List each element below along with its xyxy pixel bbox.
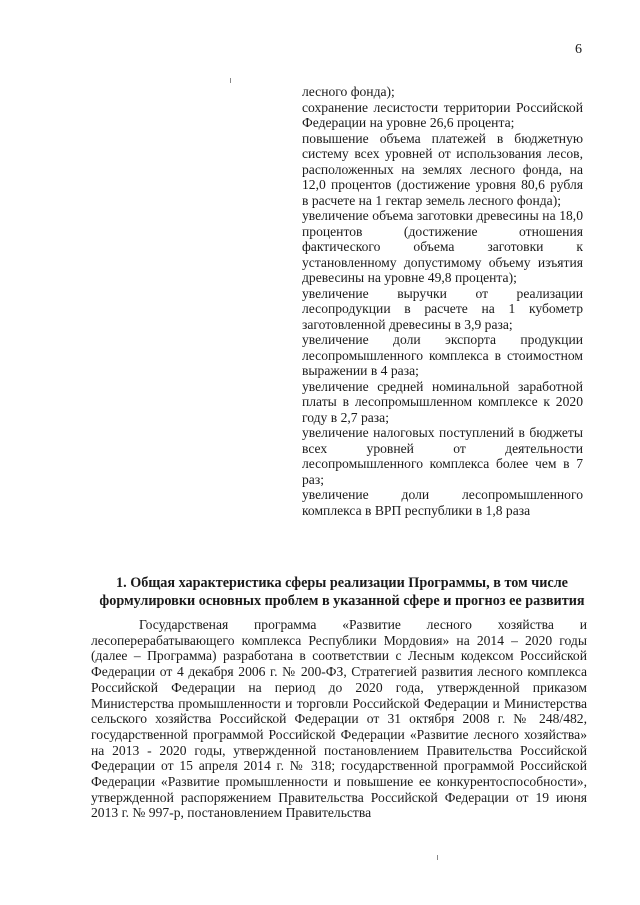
program-outcomes-list bbox=[302, 84, 583, 518]
list-item: увеличение выручки от реализации лесопродукции в расчете на 1 кубометр заготовленной древесины в 3,9 раза; bbox=[302, 285, 583, 332]
list-item: повышение объема платежей в бюджетную систему всех уровней от использования лесов, расположенных на землях лесного фонда, на 12,0 процентов (достижение уровня 80,6 рубля в расчете на 1 гектар земель лесного фонда); bbox=[302, 130, 583, 208]
section-heading-line-1: 1. Общая характеристика сферы реализации Программы, в том числе bbox=[116, 575, 568, 591]
list-item: увеличение доли экспорта продукции лесопромышленного комплекса в стоимостном выражении в 4 раза; bbox=[302, 332, 583, 378]
list-item: лесного фонда); bbox=[302, 84, 395, 99]
list-item: увеличение средней номинальной заработной платы в лесопромышленном комплексе к 2020 году в 2,7 раза; bbox=[302, 378, 583, 425]
body-paragraph: Государственая программа «Развитие лесного хозяйства и лесоперерабатывающего комплекса Республики Мордовия» на 2014 – 2020 годы (далее – Программа) разработана в соответствии с Лесным кодексом Российской Федерации от 4 декабря 2006 г. № 200-ФЗ, Стратегией развития лесного комплекса Российской Федерации на период до 2020 года, утвержденной приказом Министерства промышленности и торговли Российской Федерации и Министерства сельского хозяйства Российской Федерации от 31 октября 2008 г. № 248/482, государственной программой Российской Федерации «Развитие лесного хозяйства» на 2013 - 2020 годы, утвержденной постановлением Правительства Российской Федерации от 15 апреля 2014 г. № 318; государственной программой Российской Федерации «Развитие промышленности и повышение ее конкурентоспособности», утвержденной распоряжением Правительства Российской Федерации от 19 июня 2013 г. № 997-р, постановлением Правительства bbox=[91, 617, 587, 821]
list-item: сохранение лесистости территории Российской Федерации на уровне 26,6 процента; bbox=[302, 99, 583, 130]
list-item: увеличение налоговых поступлений в бюджеты всех уровней от деятельности лесопромышленного комплекса более чем в 7 раз; bbox=[302, 425, 583, 487]
scan-speck bbox=[437, 855, 438, 860]
page-number: 6 bbox=[575, 42, 582, 57]
list-item: увеличение объема заготовки древесины на 18,0 процентов (достижение отношения фактического объема заготовки к установленному допустимому объему изъятия древесины на уровне 49,8 процента); bbox=[302, 208, 583, 285]
section-heading bbox=[92, 574, 592, 610]
list-item: увеличение доли лесопромышленного комплекса в ВРП республики в 1,8 раза bbox=[302, 487, 583, 518]
section-heading-line-2: формулировки основных проблем в указанной сфере и прогноз ее развития bbox=[99, 593, 585, 609]
scan-speck bbox=[230, 78, 231, 83]
